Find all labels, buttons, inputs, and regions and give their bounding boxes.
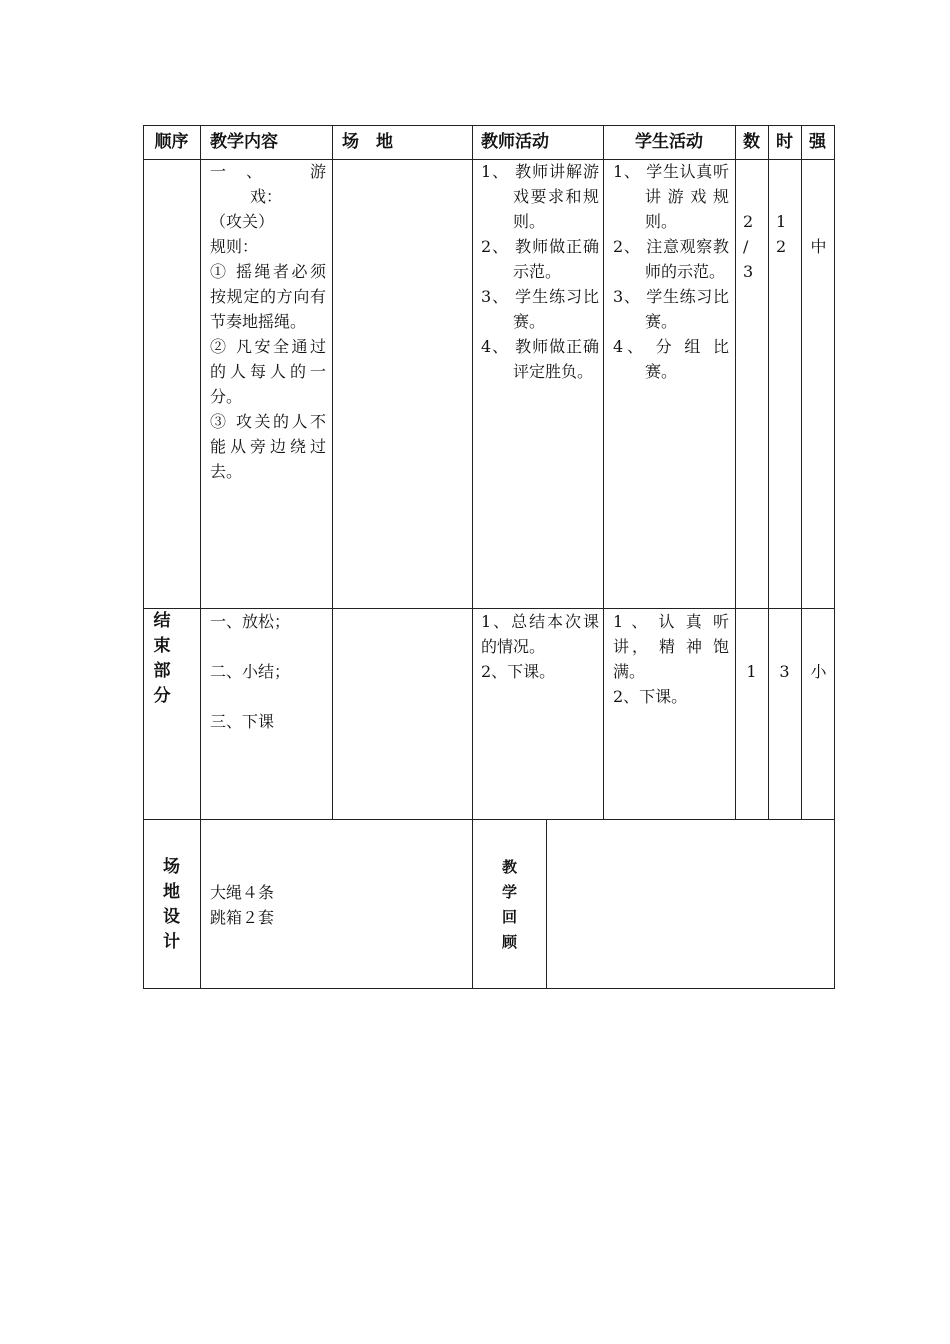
review-text: [555, 830, 825, 980]
header-student-activity: 学生活动: [635, 132, 703, 152]
end-time: 3: [779, 662, 790, 681]
row-divider-design: [143, 819, 835, 820]
game-title-line-2: 戏：: [250, 187, 283, 206]
label-char: 分: [153, 686, 171, 706]
time-char: 1: [776, 212, 787, 231]
header-order: 顺序: [154, 132, 189, 152]
label-char: 地: [163, 882, 180, 902]
equipment-item: 跳箱２套: [210, 908, 275, 927]
student-step: 4、 分 组 比赛。: [613, 337, 729, 381]
teacher-step: 1、总结本次课的情况。: [481, 612, 599, 656]
header-venue: 场 地: [342, 132, 393, 152]
end-item: 三、下课: [210, 712, 275, 731]
design-label: [143, 855, 200, 955]
table-border-bottom: [143, 988, 835, 989]
game-student-cell: [613, 159, 729, 384]
end-content-cell: [210, 609, 326, 734]
student-step: 1 、 认 真 听讲， 精 神 饱满。: [613, 612, 729, 681]
end-item: 二、小结；: [210, 662, 291, 681]
game-content-cell: [210, 159, 326, 484]
label-char: 结: [153, 611, 171, 631]
teacher-step: 1、 教师讲解游戏要求和规则。: [481, 162, 599, 231]
equipment-cell: [210, 880, 460, 930]
student-step: 2、下课。: [613, 687, 688, 706]
game-time-cell: [776, 209, 790, 259]
label-char: 学: [501, 883, 517, 901]
student-step: 2、 注意观察教师的示范。: [613, 237, 729, 281]
col-divider-content: [332, 125, 333, 820]
game-title-line: 一、 游: [210, 162, 326, 181]
count-char: /: [743, 237, 749, 256]
end-student-cell: [613, 609, 729, 709]
equipment-item: 大绳４条: [210, 883, 275, 902]
header-teacher-activity: 教师活动: [481, 132, 549, 152]
student-step: 1、 学生认真听讲游戏规则。: [613, 162, 729, 231]
game-name: （攻关）: [210, 212, 275, 231]
rule-item: ③ 攻关的人不能从旁边绕过去。: [210, 412, 326, 481]
col-divider-teacher: [603, 125, 604, 820]
header-count: 数: [743, 132, 760, 152]
review-label: [473, 855, 546, 955]
rule-item: ② 凡安全通过的人每人的一分。: [210, 337, 326, 406]
label-char: 计: [163, 932, 180, 952]
label-char: 设: [163, 907, 180, 927]
end-count: 1: [746, 662, 757, 681]
rule-item: ① 摇绳者必须按规定的方向有节奏地摇绳。: [210, 262, 326, 331]
header-intensity: 强: [809, 132, 826, 152]
count-char: 2: [743, 212, 754, 231]
lesson-plan-table: [143, 125, 835, 989]
label-char: 顾: [501, 933, 517, 951]
student-step: 3、 学生练习比赛。: [613, 287, 729, 331]
label-char: 教: [501, 858, 517, 876]
end-item: 一、放松；: [210, 612, 291, 631]
col-divider-student: [735, 125, 736, 820]
header-time: 时: [776, 132, 793, 152]
label-char: 束: [153, 636, 171, 656]
teacher-step: 4、 教师做正确评定胜负。: [481, 337, 599, 381]
col-divider-time: [801, 125, 802, 820]
label-char: 回: [501, 908, 517, 926]
game-intensity: 中: [810, 237, 827, 256]
game-teacher-cell: [481, 159, 599, 384]
rules-heading: 规则：: [210, 237, 259, 256]
time-char: 2: [776, 237, 787, 256]
game-count-cell: [743, 209, 757, 284]
teacher-step: 2、 教师做正确示范。: [481, 237, 599, 281]
col-divider-order: [200, 125, 201, 989]
label-char: 场: [163, 857, 180, 877]
teacher-step: 3、 学生练习比赛。: [481, 287, 599, 331]
teacher-step: 2、下课。: [481, 662, 556, 681]
label-char: 部: [153, 661, 171, 681]
count-char: 3: [743, 262, 754, 281]
header-content: 教学内容: [210, 132, 278, 152]
end-section-label: [143, 609, 181, 709]
col-divider-review: [546, 819, 547, 989]
col-divider-count: [768, 125, 769, 820]
end-intensity: 小: [810, 662, 827, 681]
end-teacher-cell: [481, 609, 599, 684]
